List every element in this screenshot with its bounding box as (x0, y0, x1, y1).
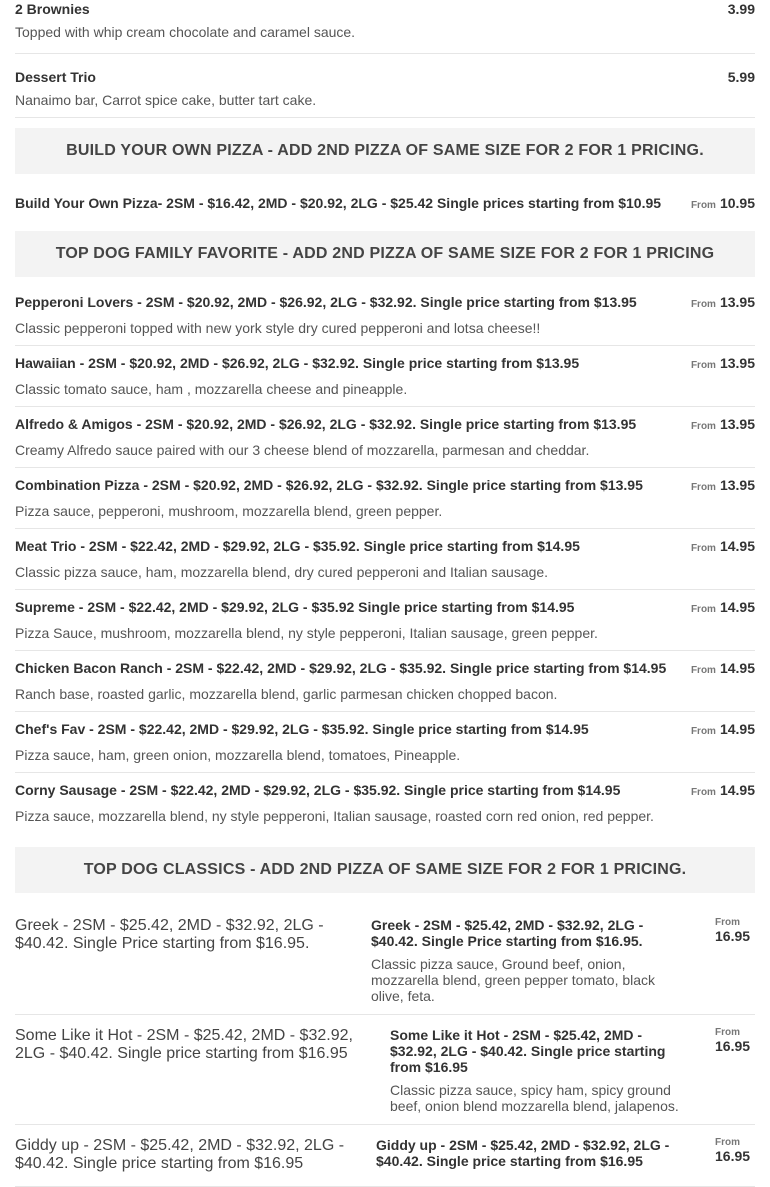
item-price: From 14.95 (690, 660, 755, 676)
menu-item[interactable] (15, 54, 755, 118)
item-desc: Classic pizza sauce, ham, mozzarella blend, dry cured pepperoni and Italian sausage. (15, 564, 549, 580)
menu-item[interactable] (15, 1125, 755, 1187)
item-desc: Pizza sauce, ham, green onion, mozzarella blend, tomatoes, Pineapple. (15, 747, 461, 763)
item-name: Pepperoni Lovers - 2SM - $20.92, 2MD - $26.92, 2LG - $32.92. Single price starting from $13.95 (15, 294, 637, 310)
from-label: From (690, 360, 716, 371)
from-label: From (690, 604, 716, 615)
item-price: 3.99 (727, 1, 755, 17)
item-price: From 16.95 (715, 917, 755, 1004)
item-image: Greek - 2SM - $25.42, 2MD - $32.92, 2LG - $40.42. Single Price starting from $16.95. (15, 917, 324, 952)
item-desc: Classic pepperoni topped with new york style dry cured pepperoni and lotsa cheese!! (15, 320, 541, 336)
item-price: From 16.95 (715, 1027, 755, 1114)
item-desc: Classic pizza sauce, spicy ham, spicy ground beef, onion blend mozzarella blend, jalapenos. (390, 1082, 679, 1114)
section-header-family-favorite: TOP DOG FAMILY FAVORITE - ADD 2ND PIZZA OF SAME SIZE FOR 2 FOR 1 PRICING (15, 231, 755, 277)
menu-item[interactable] (15, 651, 755, 712)
from-label: From (690, 665, 716, 676)
item-price: From 13.95 (690, 416, 755, 432)
item-price: 5.99 (727, 69, 755, 85)
item-name: Chef's Fav - 2SM - $22.42, 2MD - $29.92, 2LG - $35.92. Single price starting from $14.95 (15, 721, 589, 737)
item-price: From 14.95 (690, 721, 755, 737)
menu-item[interactable] (15, 1015, 755, 1125)
from-label: From (690, 726, 716, 737)
item-name: Alfredo & Amigos - 2SM - $20.92, 2MD - $26.92, 2LG - $32.92. Single price starting from $13.95 (15, 416, 637, 432)
from-label: From (690, 200, 716, 211)
item-price: From 13.95 (690, 294, 755, 310)
item-desc: Pizza Sauce, mushroom, mozzarella blend, ny style pepperoni, Italian sausage, green pepper. (15, 625, 598, 641)
item-body (360, 1137, 715, 1176)
section-header-build-your-own: BUILD YOUR OWN PIZZA - ADD 2ND PIZZA OF SAME SIZE FOR 2 FOR 1 PRICING. (15, 128, 755, 174)
classics-list (15, 905, 755, 1187)
item-name: Combination Pizza - 2SM - $20.92, 2MD - $26.92, 2LG - $32.92. Single price starting from $13.95 (15, 477, 643, 493)
item-desc: Pizza sauce, mozzarella blend, ny style pepperoni, Italian sausage, roasted corn red onion, red pepper. (15, 808, 654, 824)
item-desc: Topped with whip cream chocolate and caramel sauce. (15, 24, 356, 40)
menu-item[interactable] (15, 293, 755, 346)
item-body (355, 917, 715, 1004)
menu-item[interactable] (15, 468, 755, 529)
item-name: Build Your Own Pizza- 2SM - $16.42, 2MD - $20.92, 2LG - $25.42 Single prices starting from $10.95 (15, 195, 662, 211)
item-name: Supreme - 2SM - $22.42, 2MD - $29.92, 2LG - $35.92 Single price starting from $14.95 (15, 599, 575, 615)
menu-list (15, 0, 755, 1187)
item-name: Corny Sausage - 2SM - $22.42, 2MD - $29.92, 2LG - $35.92. Single price starting from $14.95 (15, 782, 621, 798)
menu-item[interactable] (15, 905, 755, 1015)
from-label: From (715, 917, 740, 928)
item-price: From 16.95 (715, 1137, 755, 1176)
from-label: From (690, 421, 716, 432)
item-name: Meat Trio - 2SM - $22.42, 2MD - $29.92, 2LG - $35.92. Single price starting from $14.95 (15, 538, 580, 554)
item-name: Some Like it Hot - 2SM - $25.42, 2MD - $32.92, 2LG - $40.42. Single price starting from $16.95 (390, 1027, 666, 1075)
from-label: From (690, 482, 716, 493)
item-body (374, 1027, 715, 1114)
item-name: 2 Brownies (15, 1, 90, 17)
item-image: Giddy up - 2SM - $25.42, 2MD - $32.92, 2LG - $40.42. Single price starting from $16.95 (15, 1137, 345, 1172)
item-desc: Classic pizza sauce, Ground beef, onion, mozzarella blend, green pepper tomato, black olive, feta. (371, 956, 656, 1004)
item-name: Dessert Trio (15, 69, 96, 85)
favorites-list (15, 293, 755, 833)
item-desc: Creamy Alfredo sauce paired with our 3 cheese blend of mozzarella, parmesan and cheddar. (15, 442, 590, 458)
item-desc: Ranch base, roasted garlic, mozzarella blend, garlic parmesan chicken chopped bacon. (15, 686, 558, 702)
item-name: Greek - 2SM - $25.42, 2MD - $32.92, 2LG - $40.42. Single Price starting from $16.95. (371, 917, 644, 949)
from-label: From (690, 787, 716, 798)
item-image: Some Like it Hot - 2SM - $25.42, 2MD - $32.92, 2LG - $40.42. Single price starting from $16.95 (15, 1027, 353, 1062)
menu-item[interactable] (15, 407, 755, 468)
item-price: From 10.95 (690, 195, 755, 211)
from-label: From (690, 299, 716, 310)
item-name: Chicken Bacon Ranch - 2SM - $22.42, 2MD - $29.92, 2LG - $35.92. Single price starting from $14.95 (15, 660, 667, 676)
item-name: Hawaiian - 2SM - $20.92, 2MD - $26.92, 2LG - $32.92. Single price starting from $13.95 (15, 355, 580, 371)
from-label: From (715, 1027, 740, 1038)
menu-item[interactable] (15, 346, 755, 407)
menu-item[interactable] (15, 190, 755, 231)
item-price: From 14.95 (690, 538, 755, 554)
from-label: From (690, 543, 716, 554)
item-desc: Nanaimo bar, Carrot spice cake, butter tart cake. (15, 92, 317, 108)
item-name: Giddy up - 2SM - $25.42, 2MD - $32.92, 2LG - $40.42. Single price starting from $16.95 (376, 1137, 670, 1169)
menu-item[interactable] (15, 0, 755, 54)
item-price: From 14.95 (690, 599, 755, 615)
section-header-classics: TOP DOG CLASSICS - ADD 2ND PIZZA OF SAME SIZE FOR 2 FOR 1 PRICING. (15, 847, 755, 893)
from-label: From (715, 1137, 740, 1148)
menu-item[interactable] (15, 529, 755, 590)
item-price: From 14.95 (690, 782, 755, 798)
item-price: From 13.95 (690, 477, 755, 493)
menu-item[interactable] (15, 712, 755, 773)
item-desc: Pizza sauce, pepperoni, mushroom, mozzarella blend, green pepper. (15, 503, 443, 519)
item-desc: Classic tomato sauce, ham , mozzarella cheese and pineapple. (15, 381, 408, 397)
item-price: From 13.95 (690, 355, 755, 371)
menu-item[interactable] (15, 590, 755, 651)
menu-item[interactable] (15, 773, 755, 833)
